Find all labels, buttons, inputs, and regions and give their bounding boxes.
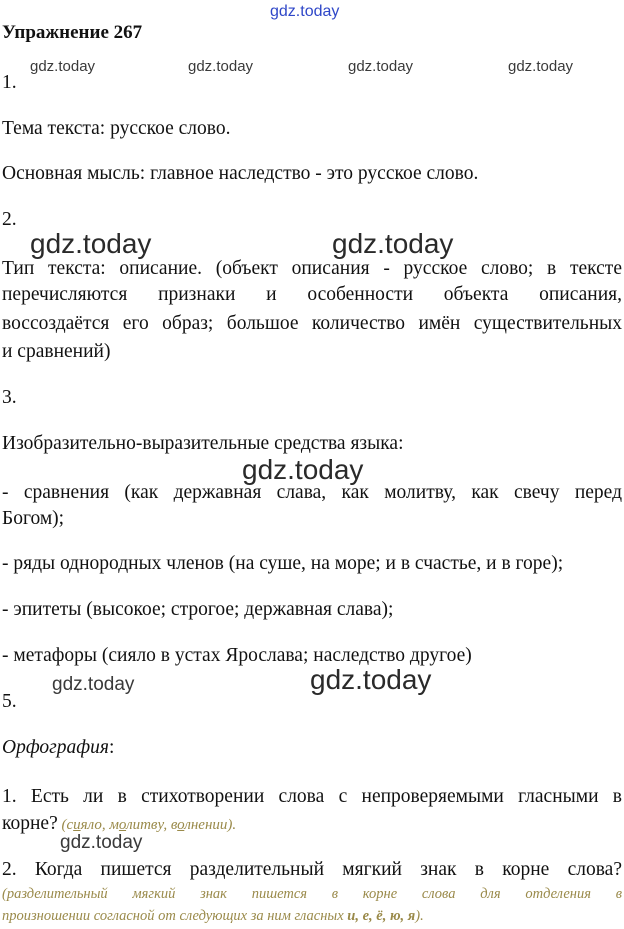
watermark: gdz.today bbox=[242, 454, 364, 485]
watermark: gdz.today bbox=[332, 228, 454, 259]
main-idea: Основная мысль: главное наследство - это русское слово. bbox=[2, 163, 479, 184]
text-type-line: воссоздаётся его образ; большое количество имён существительных bbox=[2, 313, 622, 334]
section-3-number: 3. bbox=[2, 387, 17, 408]
answer-part: (с bbox=[57, 817, 74, 833]
spelling-heading-text: Орфография bbox=[2, 737, 109, 758]
answer-part: ). bbox=[415, 908, 424, 924]
devices-heading: Изобразительно-выразительные средства языка: bbox=[2, 433, 404, 454]
answer-vowel: о bbox=[118, 817, 127, 833]
answer-part: лнении). bbox=[184, 817, 237, 833]
section-5-number: 5. bbox=[2, 691, 17, 712]
answer-part: яло, м bbox=[80, 817, 119, 833]
text-theme: Тема текста: русское слово. bbox=[2, 118, 231, 139]
list-item: - эпитеты (высокое; строгое; державная слава); bbox=[2, 599, 394, 620]
list-item: - сравнения (как державная слава, как молитву, как свечу перед bbox=[2, 482, 622, 503]
answer-vowel: о bbox=[177, 817, 185, 833]
watermark: gdz.today bbox=[270, 3, 340, 20]
section-1-number: 1. bbox=[2, 72, 17, 93]
answer-part: литву, в bbox=[126, 817, 178, 833]
answer-vowel: и bbox=[73, 817, 81, 833]
text-type-line: и сравнений) bbox=[2, 341, 111, 362]
list-item: - ряды однородных членов (на суше, на море; и в счастье, и в горе); bbox=[2, 553, 564, 574]
answer-part: произношении согласной от следующих за ним гласных bbox=[2, 908, 348, 924]
question-2-answer: (разделительный мягкий знак пишется в корне слова для отделения в bbox=[2, 886, 622, 902]
answer-letters: и, е, ё, ю, я bbox=[347, 908, 416, 924]
list-item: Богом); bbox=[2, 508, 65, 529]
watermark: gdz.today bbox=[188, 58, 254, 75]
question-2-answer bbox=[2, 905, 424, 927]
question-1-end: корне? bbox=[2, 813, 58, 834]
section-2-number: 2. bbox=[2, 209, 17, 230]
spelling-heading-colon: : bbox=[108, 737, 115, 758]
question-1-answer bbox=[58, 817, 236, 833]
watermark: gdz.today bbox=[310, 664, 432, 695]
spelling-heading bbox=[2, 735, 114, 761]
watermark: gdz.today bbox=[508, 58, 574, 75]
watermark: gdz.today bbox=[348, 58, 414, 75]
text-type-line: перечисляются признаки и особенности объекта описания, bbox=[2, 284, 622, 305]
list-item: - метафоры (сияло в устах Ярослава; наследство другое) bbox=[2, 645, 472, 666]
text-type-line: Тип текста: описание. (объект описания - русское слово; в тексте bbox=[2, 258, 622, 279]
watermark: gdz.today bbox=[30, 228, 152, 259]
question-1-line: 1. Есть ли в стихотворении слова с непроверяемыми гласными в bbox=[2, 786, 622, 807]
watermark: gdz.today bbox=[52, 674, 135, 695]
question-2-line: 2. Когда пишется разделительный мягкий знак в корне слова? bbox=[2, 859, 622, 880]
question-1-line bbox=[2, 811, 236, 838]
watermark: gdz.today bbox=[30, 58, 96, 75]
page-title: Упражнение 267 bbox=[2, 22, 143, 43]
watermark: gdz.today bbox=[60, 832, 143, 853]
